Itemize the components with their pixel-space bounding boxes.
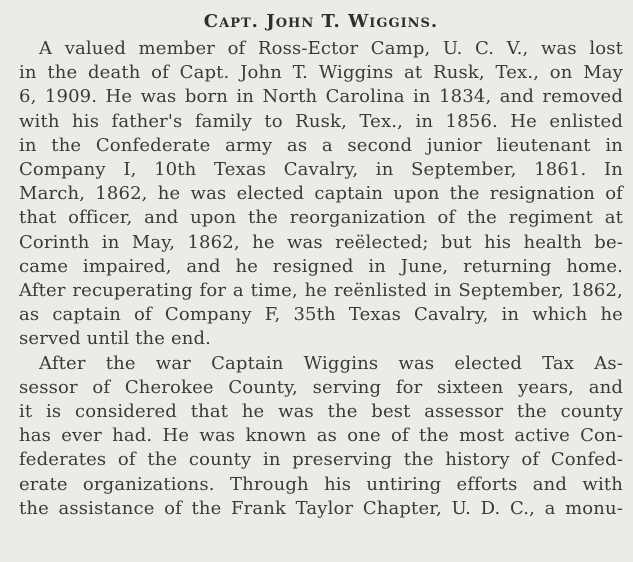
text-line: that officer, and upon the reorganization of the regiment at [19,207,623,229]
text-line: it is considered that he was the best assessor the county [19,401,623,423]
article-title: Capt. John T. Wiggins. [203,11,439,32]
paragraph-1 [19,37,623,352]
text-line: in the Confederate army as a second junior lieutenant in [19,134,623,156]
text-line: the assistance of the Frank Taylor Chapter, U. D. C., a monu- [19,497,623,519]
text-line: sessor of Cherokee County, serving for sixteen years, and [19,376,623,398]
text-line: has ever had. He was known as one of the most active Con- [19,425,623,447]
text-line: After the war Captain Wiggins was elected Tax As- [39,352,623,374]
text-line: with his father's family to Rusk, Tex., in 1856. He enlisted [19,110,623,132]
text-line: 6, 1909. He was born in North Carolina in 1834, and removed [19,86,623,108]
text-line: in the death of Capt. John T. Wiggins at Rusk, Tex., on May [19,62,623,84]
text-line: came impaired, and he resigned in June, returning home. [19,255,623,277]
text-line: served until the end. [19,328,212,350]
text-line: A valued member of Ross-Ector Camp, U. C. V., was lost [39,38,623,59]
text-line: federates of the county in preserving the history of Confed- [19,449,623,471]
text-line: March, 1862, he was elected captain upon the resignation of [19,183,623,205]
text-line: Company I, 10th Texas Cavalry, in September, 1861. In [19,159,623,181]
text-line: After recuperating for a time, he reënlisted in September, 1862, [19,280,623,302]
text-line: as captain of Company F, 35th Texas Cavalry, in which he [19,304,623,326]
text-line: erate organizations. Through his untiring efforts and with [19,473,623,495]
text-line: Corinth in May, 1862, he was reëlected; but his health be- [19,231,623,253]
paragraph-2 [19,352,623,521]
